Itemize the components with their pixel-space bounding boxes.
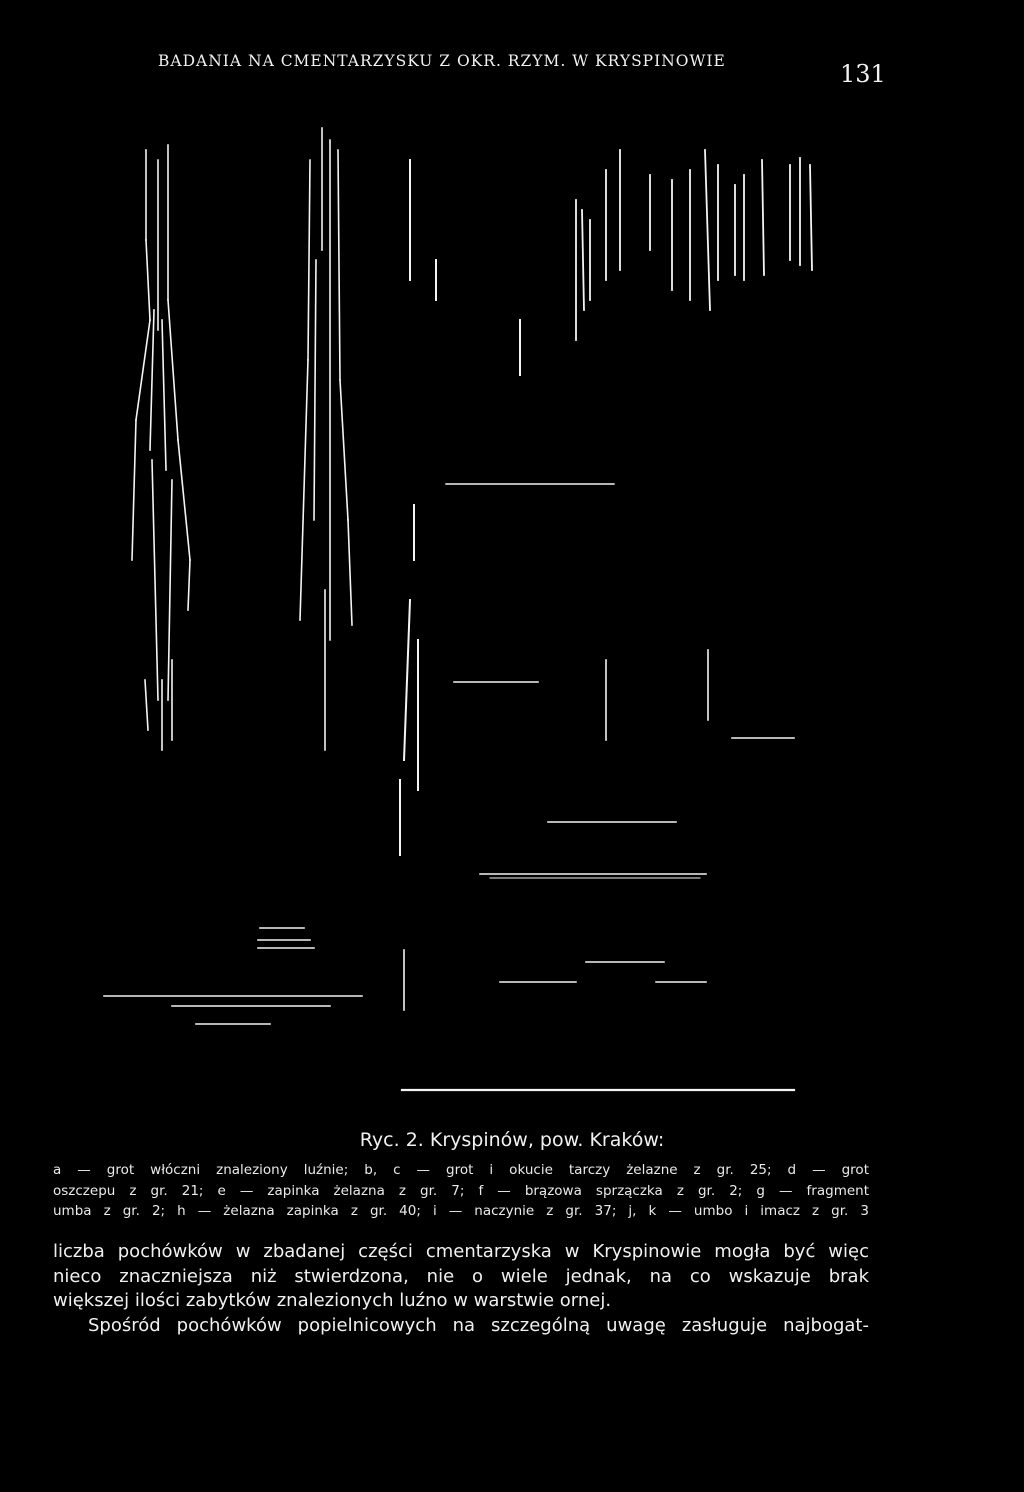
spearhead-c-drawing [400, 160, 614, 855]
body-line: Spośród pochówków popielnicowych na szczególną uwagę zasługuje najbogat- [88, 1314, 869, 1336]
figure-legend-line: a — grot włóczni znaleziony luźnie; b, c — grot i okucie tarczy żelazne z gr. 25; d — grot [53, 1162, 869, 1178]
body-line: większej ilości zabytków znalezionych luźno w warstwie ornej. [53, 1290, 612, 1311]
page-number: 131 [840, 60, 886, 88]
body-line: nieco znaczniejsza niż stwierdzona, nie o wiele jednak, na co wskazuje brak [53, 1265, 869, 1287]
buckle-drawing [104, 928, 404, 1024]
figure-legend-line: oszczepu z gr. 21; e — zapinka żelazna z gr. 7; f — brązowa sprzączka z gr. 2; g — fragment [53, 1182, 869, 1199]
spearhead-a-drawing [132, 145, 190, 750]
body-line: liczba pochówków w zbadanej części cmentarzyska w Kryspinowie mogła być więc [53, 1241, 869, 1262]
running-head: BADANIA NA CMENTARZYSKU Z OKR. RZYM. W KRYSPINOWIE [158, 52, 726, 70]
vessel-drawing [402, 962, 794, 1090]
spearhead-b-drawing [300, 128, 352, 750]
shield-fittings-drawing [576, 150, 812, 340]
body-text [53, 1240, 869, 1338]
figure-legend-line: umba z gr. 2; h — żelazna zapinka z gr. 40; i — naczynie z gr. 37; j, k — umbo i imacz z gr. 3 [53, 1203, 869, 1219]
fibula-drawing [454, 650, 794, 878]
figure-title: Ryc. 2. Kryspinów, pow. Kraków: [359, 1129, 665, 1151]
figure-legend [53, 1160, 869, 1222]
